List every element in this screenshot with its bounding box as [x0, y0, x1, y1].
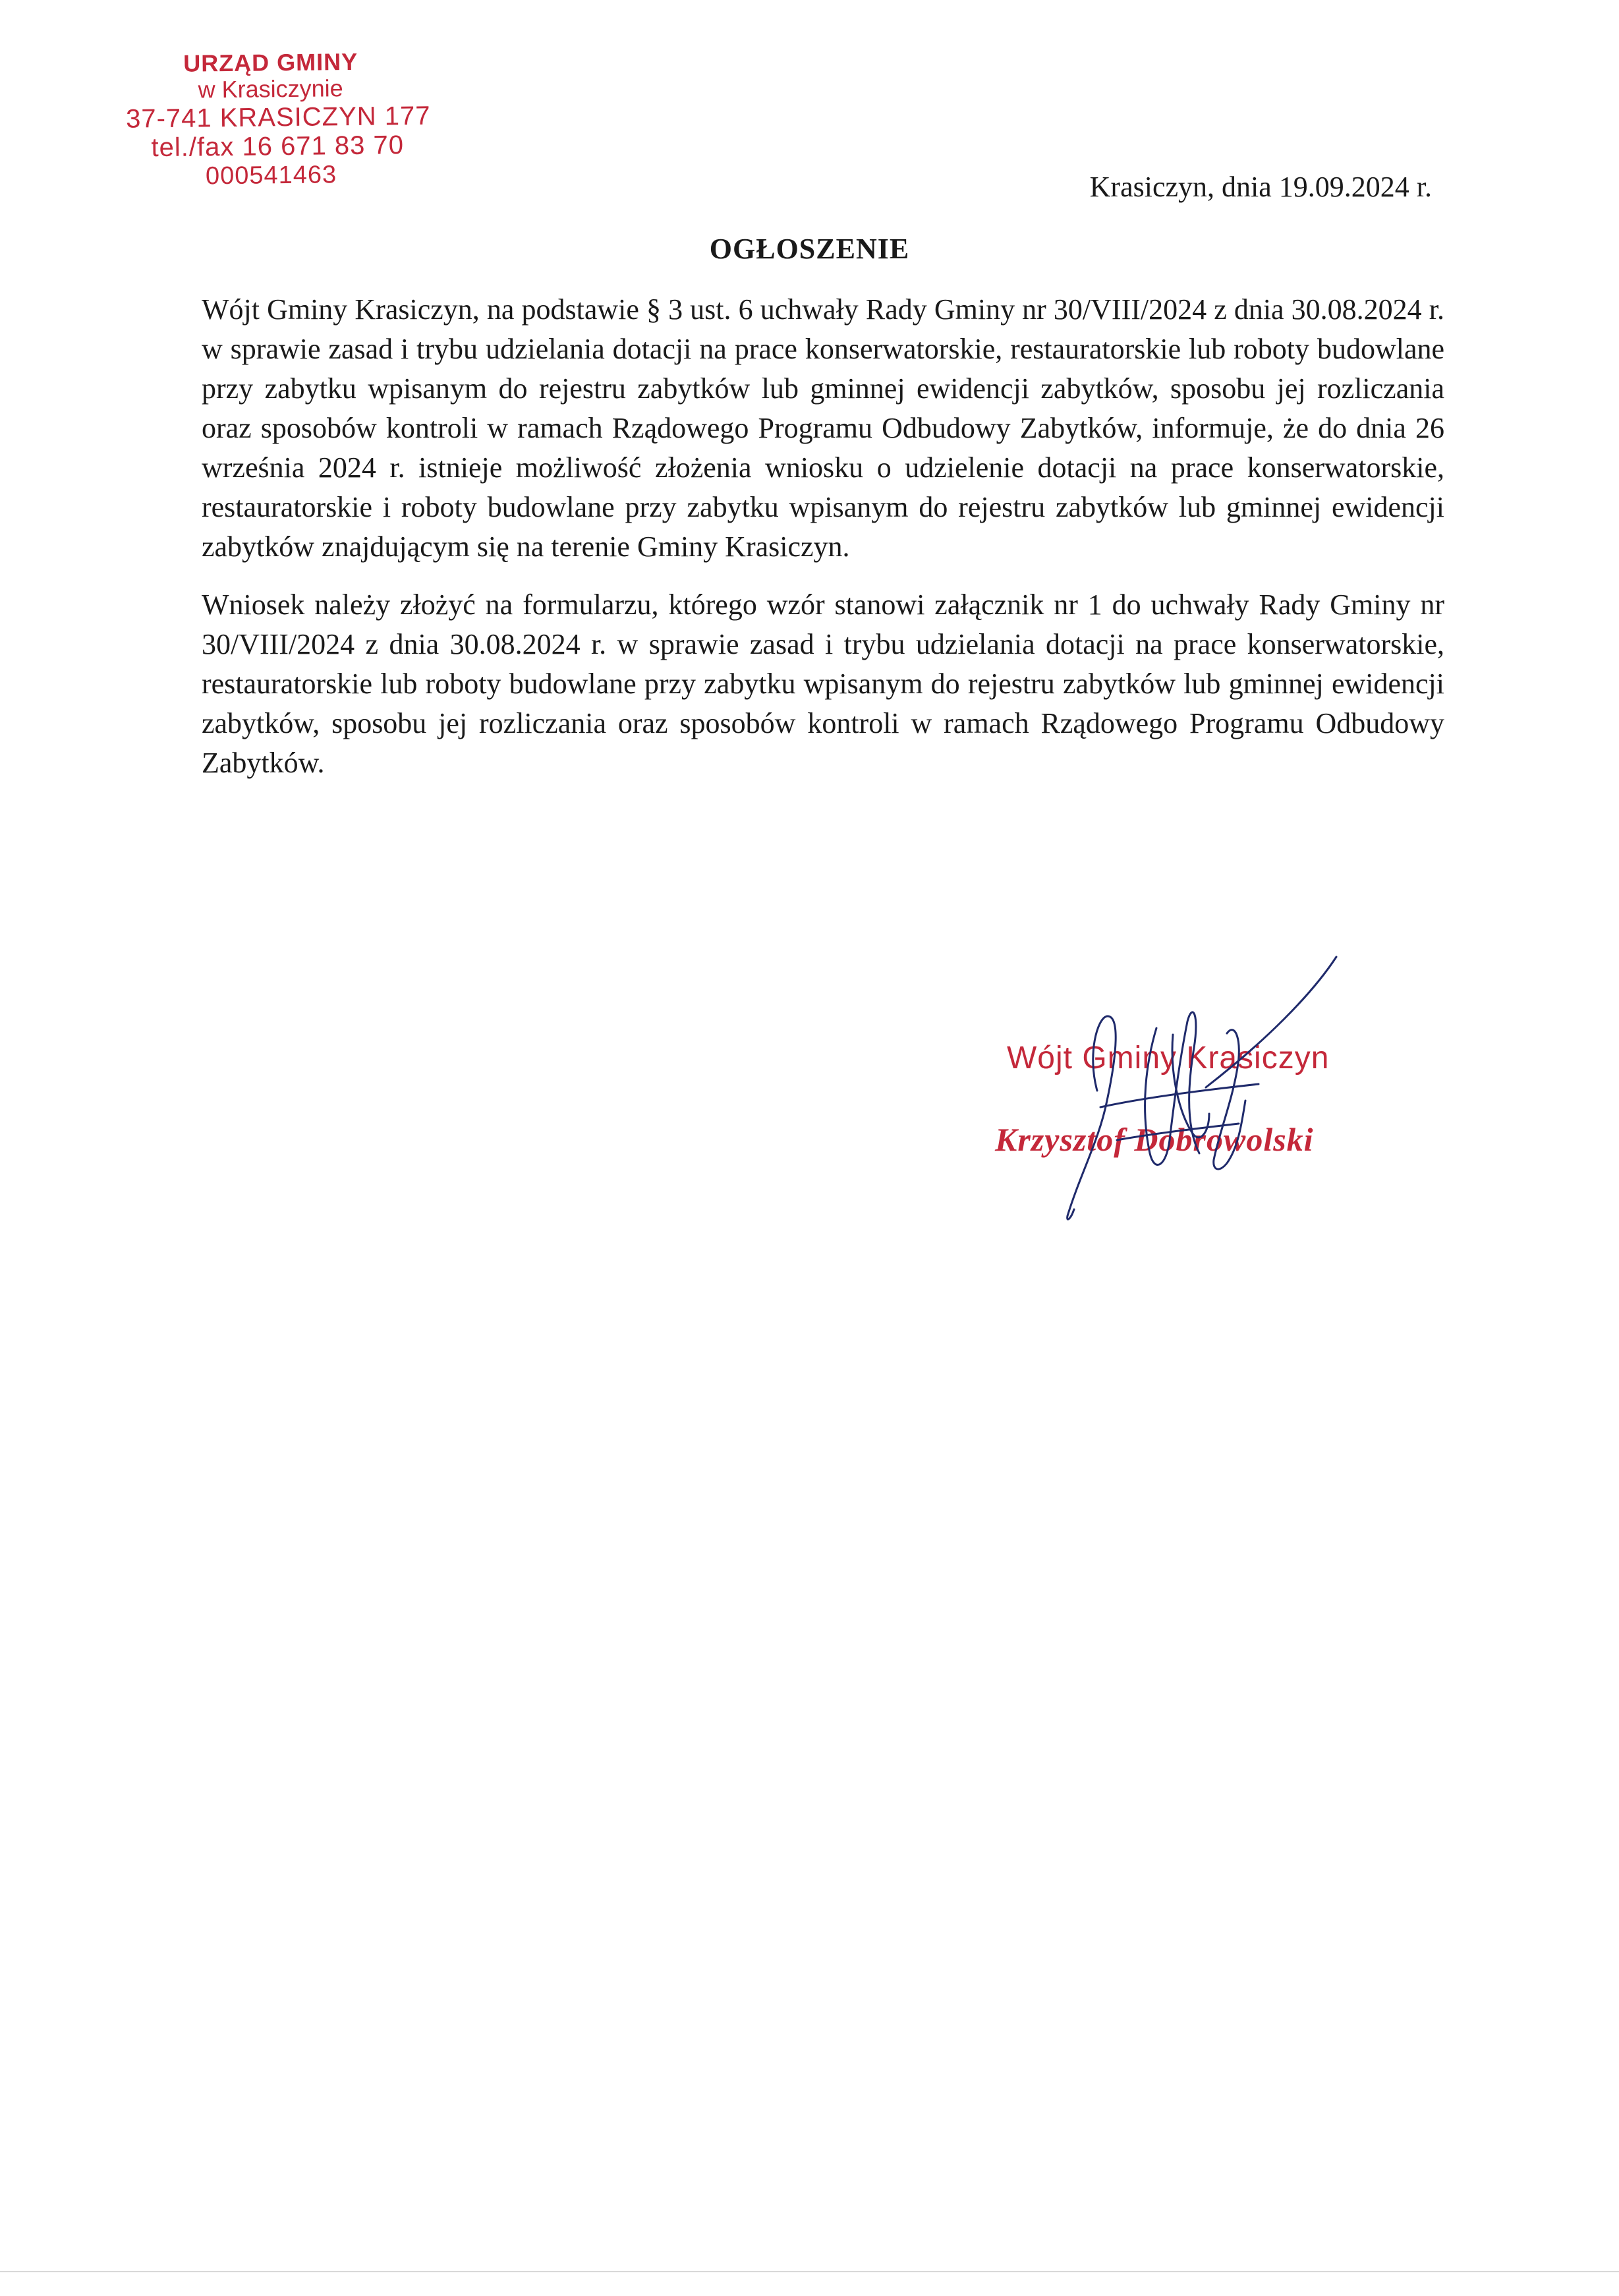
signature-stamp-name: Krzysztof Dobrowolski: [995, 1121, 1314, 1158]
scan-edge-line: [0, 2271, 1619, 2272]
stamp-place: w Krasiczynie: [198, 74, 343, 103]
office-stamp: [99, 47, 469, 192]
body-paragraph-2: Wniosek należy złożyć na formularzu, którego wzór stanowi załącznik nr 1 do uchwały Rady Gminy nr 30/VIII/2024 z dnia 30.08.2024 r. w sprawie zasad i trybu udzielania dotacji na prace konserwatorskie, restauratorskie lub roboty budowlane przy zabytku wpisanym do rejestru zabytków lub gminnej ewidencji zabytków, sposobu jej rozliczania oraz sposobów kontroli w ramach Rządowego Programu Odbudowy Zabytków.: [202, 588, 1444, 779]
stamp-address: 37-741 KRASICZYN 177: [125, 101, 431, 134]
document-date: Krasiczyn, dnia 19.09.2024 r.: [1089, 171, 1432, 203]
signature-block: [982, 956, 1404, 1232]
body-paragraph-1: Wójt Gminy Krasiczyn, na podstawie § 3 ust. 6 uchwały Rady Gminy nr 30/VIII/2024 z dnia 30.08.2024 r. w sprawie zasad i trybu udzielania dotacji na prace konserwatorskie, restauratorskie lub roboty budowlane przy zabytku wpisanym do rejestru zabytków lub gminnej ewidencji zabytków, sposobu jej rozliczania oraz sposobów kontroli w ramach Rządowego Programu Odbudowy Zabytków, informuje, że do dnia 26 września 2024 r. istnieje możliwość złożenia wniosku o udzielenie dotacji na prace konserwatorskie, restauratorskie i roboty budowlane przy zabytku wpisanym do rejestru zabytków lub gminnej ewidencji zabytków znajdującym się na terenie Gminy Krasiczyn.: [202, 293, 1444, 563]
handwritten-signature: [982, 956, 1404, 1232]
stamp-office-name: URZĄD GMINY: [183, 47, 358, 77]
document-title: OGŁOSZENIE: [709, 233, 910, 265]
document-body: [202, 290, 1444, 801]
signature-stamp-role: Wójt Gminy Krasiczyn: [1007, 1041, 1330, 1076]
stamp-regon: 000541463: [205, 161, 337, 190]
stamp-phone: tel./fax 16 671 83 70: [151, 130, 405, 163]
